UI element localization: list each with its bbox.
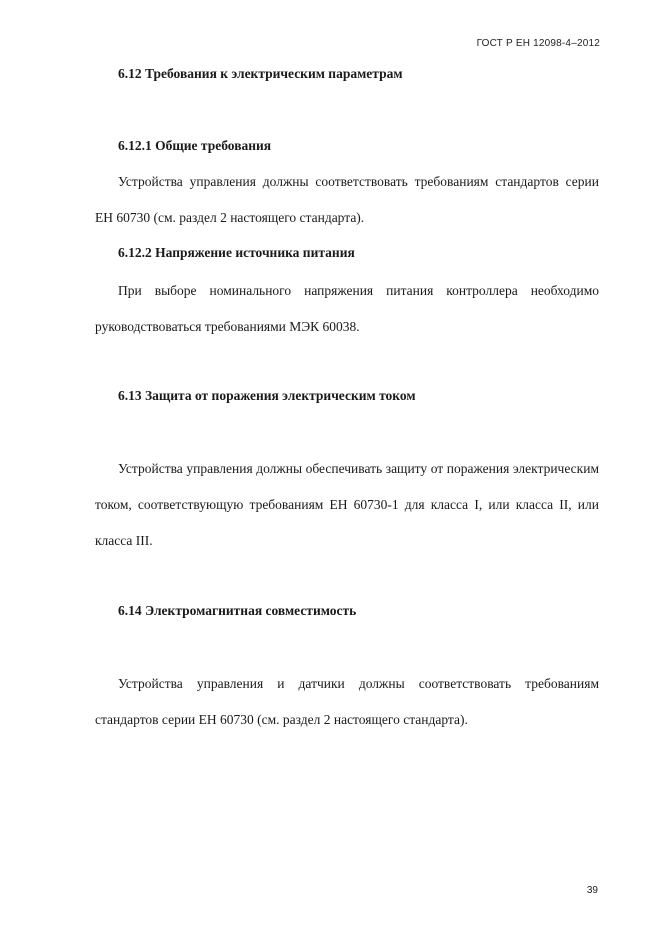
section-6-12-2-paragraph: При выборе номинального напряжения питания контроллера необходимо руководствоваться требованиями МЭК 60038. <box>95 283 599 334</box>
page-number: 39 <box>586 885 598 896</box>
section-6-14-paragraph: Устройства управления и датчики должны соответствовать требованиям стандартов серии ЕН 60730 (см. раздел 2 настоящего стандарта). <box>95 676 599 727</box>
section-6-14-heading: 6.14 Электромагнитная совместимость <box>118 603 357 618</box>
section-6-12-2-heading: 6.12.2 Напряжение источника питания <box>118 245 355 260</box>
section-6-12-1-paragraph: Устройства управления должны соответствовать требованиям стандартов серии ЕН 60730 (см. раздел 2 настоящего стандарта). <box>95 174 599 225</box>
section-6-13-heading: 6.13 Защита от поражения электрическим током <box>118 388 416 403</box>
standard-code-header: ГОСТ Р ЕН 12098-4–2012 <box>476 38 600 49</box>
section-6-12-heading: 6.12 Требования к электрическим параметрам <box>118 66 403 81</box>
section-6-13-paragraph: Устройства управления должны обеспечивать защиту от поражения электрическим током, соответствующую требованиям ЕН 60730-1 для класса I, или класса II, или класса III. <box>95 461 599 548</box>
section-6-12-1-heading: 6.12.1 Общие требования <box>118 138 272 153</box>
